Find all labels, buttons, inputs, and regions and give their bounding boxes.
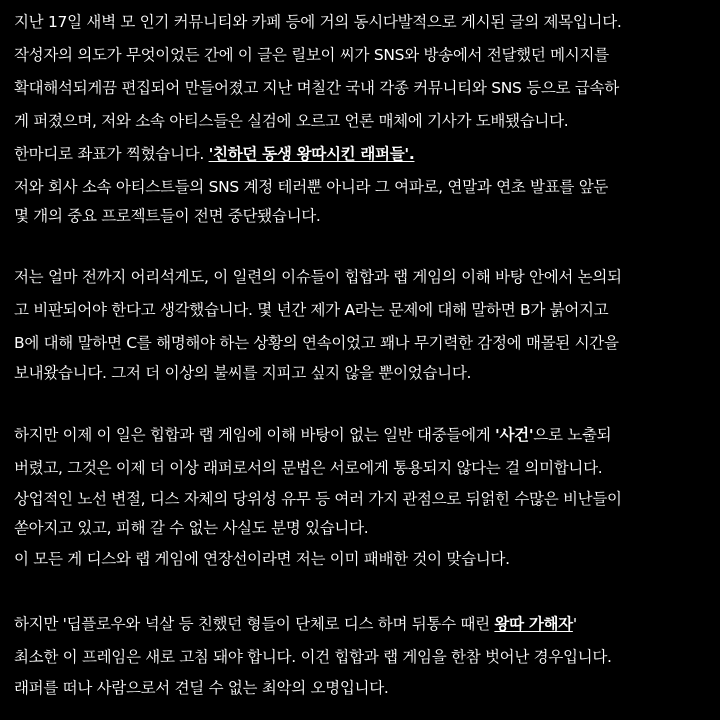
text-run: 저는 얼마 전까지 어리석게도, 이 일련의 이슈들이 힙합과 랩 게임의 이해 바탕 안에서 논의되 [14, 268, 622, 286]
text-line [14, 614, 714, 634]
text-line [14, 78, 714, 98]
quoted-title-emphasis: '친하던 동생 왕따시킨 래퍼들'. [208, 145, 415, 163]
text-line [14, 300, 714, 320]
text-run: 상업적인 노선 변절, 디스 자체의 당위성 유무 등 여러 가지 관점으로 뒤얽힌 수많은 비난들이 [14, 490, 622, 508]
text-line [14, 267, 714, 287]
text-run: 몇 개의 중요 프로젝트들이 전면 중단됐습니다. [14, 207, 321, 225]
text-run: 하지만 이제 이 일은 힙합과 랩 게임에 이해 바탕이 없는 일반 대중들에게 [14, 426, 496, 444]
text-run: B에 대해 말하면 C를 해명해야 하는 상황의 연속이었고 꽤나 무기력한 감정에 매몰된 시간을 [14, 334, 619, 352]
text-run: ' [572, 615, 577, 633]
text-run: 보내왔습니다. 그저 더 이상의 불씨를 지피고 싶지 않을 뿐이었습니다. [14, 364, 472, 382]
text-line [14, 458, 714, 478]
incident-emphasis: '사건' [495, 426, 534, 444]
text-run: 작성자의 의도가 무엇이었든 간에 이 글은 릴보이 씨가 SNS와 방송에서 전달했던 메시지를 [14, 46, 609, 64]
text-line [14, 518, 714, 538]
text-run: 최소한 이 프레임은 새로 고침 돼야 합니다. 이건 힙합과 랩 게임을 한참 벗어난 경우입니다. [14, 648, 612, 666]
text-run: 저와 회사 소속 아티스트들의 SNS 계정 테러뿐 아니라 그 여파로, 연말과 연초 발표를 앞둔 [14, 178, 609, 196]
text-run: 하지만 '딥플로우와 넉살 등 친했던 형들이 단체로 디스 하며 뒤통수 때린 [14, 615, 495, 633]
text-run: 버렸고, 그것은 이제 더 이상 래퍼로서의 문법은 서로에게 통용되지 않다는 걸 의미합니다. [14, 459, 603, 477]
text-line [14, 489, 714, 509]
text-run: 으로 노출되 [533, 426, 612, 444]
text-line [14, 177, 714, 197]
text-line [14, 45, 714, 65]
text-line [14, 144, 714, 164]
text-run: 한마디로 좌표가 찍혔습니다. [14, 145, 209, 163]
bully-label-emphasis: 왕따 가해자 [494, 615, 573, 633]
text-run: 게 퍼졌으며, 저와 소속 아티스들은 실검에 오르고 언론 매체에 기사가 도배됐습니다. [14, 112, 569, 130]
text-line [14, 647, 714, 667]
text-run: 래퍼를 떠나 사람으로서 견딜 수 없는 최악의 오명입니다. [14, 679, 389, 697]
text-line [14, 333, 714, 353]
text-run: 지난 17일 새벽 모 인기 커뮤니티와 카페 등에 거의 동시다발적으로 게시된 글의 제목입니다. [14, 13, 622, 31]
text-line [14, 111, 714, 131]
text-line [14, 363, 714, 383]
text-run: 쏟아지고 있고, 피해 갈 수 없는 사실도 분명 있습니다. [14, 519, 369, 537]
text-line [14, 549, 714, 569]
text-line [14, 678, 714, 698]
text-line [14, 425, 714, 445]
text-run: 이 모든 게 디스와 랩 게임에 연장선이라면 저는 이미 패배한 것이 맞습니다. [14, 550, 510, 568]
text-run: 확대해석되게끔 편집되어 만들어졌고 지난 며칠간 국내 각종 커뮤니티와 SNS 등으로 급속하 [14, 79, 619, 97]
text-line [14, 206, 714, 226]
text-run: 고 비판되어야 한다고 생각했습니다. 몇 년간 제가 A라는 문제에 대해 말하면 B가 붉어지고 [14, 301, 609, 319]
text-line [14, 12, 714, 32]
